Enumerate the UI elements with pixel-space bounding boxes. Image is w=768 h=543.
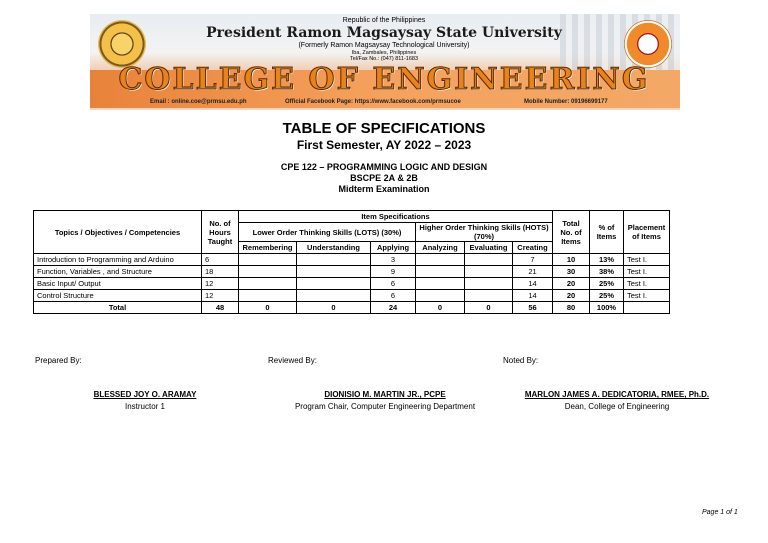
evaluating-cell <box>465 254 513 266</box>
totals-row <box>34 302 670 314</box>
telfax-text: Tel/Fax No.: (047) 811-1683 <box>349 56 419 62</box>
mobile-text: Mobile Number: 09196699177 <box>524 99 608 105</box>
formerly-text: (Formerly Ramon Magsaysay Technological University) <box>298 42 470 49</box>
evaluating-cell <box>465 290 513 302</box>
email-text: Email : online.coe@prmsu.edu.ph <box>150 99 247 105</box>
analyzing-cell <box>416 278 465 290</box>
semester-title: First Semester, AY 2022 – 2023 <box>296 138 472 152</box>
header-creating: Creating <box>513 242 553 254</box>
reviewed-name: DIONISIO M. MARTIN JR., PCPE <box>324 390 446 399</box>
applying-cell: 6 <box>371 278 416 290</box>
analyzing-cell <box>416 266 465 278</box>
creating-cell: 14 <box>513 278 553 290</box>
total-hours: 48 <box>202 302 239 314</box>
republic-text: Republic of the Philippines <box>342 17 426 24</box>
header-total: Total No. of Items <box>553 211 590 254</box>
evaluating-cell <box>465 266 513 278</box>
evaluating-cell <box>465 278 513 290</box>
noted-name: MARLON JAMES A. DEDICATORIA, RMEE, Ph.D. <box>524 390 710 399</box>
noted-signatory <box>512 390 722 411</box>
placement-cell: Test I. <box>624 254 670 266</box>
analyzing-cell <box>416 254 465 266</box>
course-title: CPE 122 – PROGRAMMING LOGIC AND DESIGN <box>280 162 488 172</box>
percent-cell: 38% <box>590 266 624 278</box>
prepared-signatory <box>60 390 230 411</box>
header-placement: Placement of Items <box>624 211 670 254</box>
header-hots: Higher Order Thinking Skills (HOTS) (70%) <box>416 223 553 242</box>
hours-cell: 12 <box>202 278 239 290</box>
header-item-specs: Item Specifications <box>239 211 553 223</box>
college-name: COLLEGE OF ENGINEERING <box>118 62 650 97</box>
total-creating: 56 <box>513 302 553 314</box>
reviewed-by-label: Reviewed By: <box>268 356 317 365</box>
topic-cell: Control Structure <box>34 290 202 302</box>
header-topics: Topics / Objectives / Competencies <box>34 211 202 254</box>
topic-cell: Basic Input/ Output <box>34 278 202 290</box>
table-row <box>34 278 670 290</box>
placement-cell: Test I. <box>624 278 670 290</box>
total-items: 80 <box>553 302 590 314</box>
placement-cell: Test I. <box>624 290 670 302</box>
analyzing-cell <box>416 290 465 302</box>
header-applying: Applying <box>371 242 416 254</box>
header-percent: % of Items <box>590 211 624 254</box>
understanding-cell <box>297 266 371 278</box>
page-number: Page 1 of 1 <box>702 509 738 516</box>
total-cell: 20 <box>553 278 590 290</box>
topic-cell: Introduction to Programming and Arduino <box>34 254 202 266</box>
remembering-cell <box>239 254 297 266</box>
remembering-cell <box>239 290 297 302</box>
reviewed-role: Program Chair, Computer Engineering Department <box>294 402 476 411</box>
table-row <box>34 254 670 266</box>
total-cell: 10 <box>553 254 590 266</box>
exam-title: Midterm Examination <box>338 184 430 194</box>
percent-cell: 25% <box>590 278 624 290</box>
total-placement <box>624 302 670 314</box>
total-evaluating: 0 <box>465 302 513 314</box>
placement-cell: Test I. <box>624 266 670 278</box>
total-cell: 20 <box>553 290 590 302</box>
percent-cell: 25% <box>590 290 624 302</box>
applying-cell: 9 <box>371 266 416 278</box>
creating-cell: 14 <box>513 290 553 302</box>
address-text: Iba, Zambales, Philippines <box>351 50 417 56</box>
applying-cell: 3 <box>371 254 416 266</box>
noted-by-label: Noted By: <box>503 356 539 365</box>
section-title: BSCPE 2A & 2B <box>350 173 418 183</box>
topic-cell: Function, Variables , and Structure <box>34 266 202 278</box>
prepared-role: Instructor 1 <box>124 402 165 411</box>
total-analyzing: 0 <box>416 302 465 314</box>
remembering-cell <box>239 266 297 278</box>
applying-cell: 6 <box>371 290 416 302</box>
specifications-table <box>33 210 670 314</box>
hours-cell: 12 <box>202 290 239 302</box>
hours-cell: 6 <box>202 254 239 266</box>
percent-cell: 13% <box>590 254 624 266</box>
prepared-by-label: Prepared By: <box>35 356 82 365</box>
remembering-cell <box>239 278 297 290</box>
facebook-text: Official Facebook Page: https://www.facebook.com/prmsucoe <box>285 99 461 105</box>
header-remembering: Remembering <box>239 242 297 254</box>
address-block <box>0 50 768 62</box>
header-lots: Lower Order Thinking Skills (LOTS) (30%) <box>239 223 416 242</box>
hours-cell: 18 <box>202 266 239 278</box>
table-row <box>34 290 670 302</box>
creating-cell: 21 <box>513 266 553 278</box>
header-evaluating: Evaluating <box>465 242 513 254</box>
understanding-cell <box>297 254 371 266</box>
total-cell: 30 <box>553 266 590 278</box>
page-title: TABLE OF SPECIFICATIONS <box>282 120 486 137</box>
total-percent: 100% <box>590 302 624 314</box>
total-applying: 24 <box>371 302 416 314</box>
total-label: Total <box>34 302 202 314</box>
table-row <box>34 266 670 278</box>
university-name: President Ramon Magsaysay State University <box>206 25 562 41</box>
header-understanding: Understanding <box>297 242 371 254</box>
header-analyzing: Analyzing <box>416 242 465 254</box>
noted-role: Dean, College of Engineering <box>564 402 670 411</box>
understanding-cell <box>297 278 371 290</box>
understanding-cell <box>297 290 371 302</box>
total-understanding: 0 <box>297 302 371 314</box>
reviewed-signatory <box>275 390 495 411</box>
total-remembering: 0 <box>239 302 297 314</box>
creating-cell: 7 <box>513 254 553 266</box>
prepared-name: BLESSED JOY O. ARAMAY <box>93 390 197 399</box>
header-hours: No. of Hours Taught <box>202 211 239 254</box>
